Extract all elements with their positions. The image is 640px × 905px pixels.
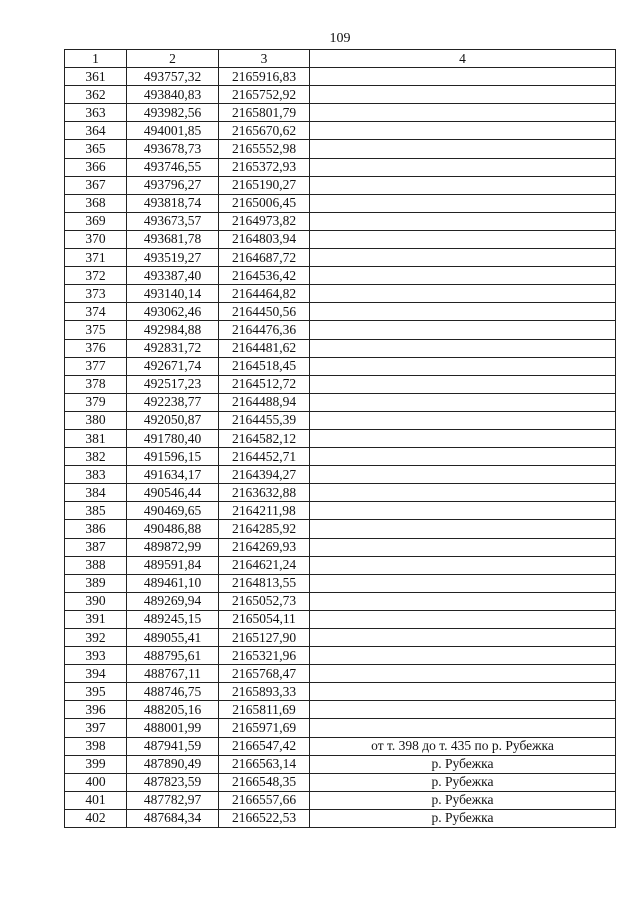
header-row: [65, 50, 616, 68]
x-coordinate-cell: 491780,40: [127, 429, 219, 447]
description-cell: [310, 321, 616, 339]
point-number-cell: 402: [65, 809, 127, 827]
table-row: [65, 176, 616, 194]
table-body: [65, 68, 616, 828]
table-row: [65, 629, 616, 647]
table-row: [65, 321, 616, 339]
table-row: [65, 86, 616, 104]
point-number-cell: 396: [65, 701, 127, 719]
x-coordinate-cell: 493818,74: [127, 194, 219, 212]
header-col-2: 2: [127, 50, 219, 68]
x-coordinate-cell: 491596,15: [127, 448, 219, 466]
description-cell: [310, 230, 616, 248]
y-coordinate-cell: 2164488,94: [219, 393, 310, 411]
point-number-cell: 399: [65, 755, 127, 773]
description-cell: [310, 502, 616, 520]
table-row: [65, 719, 616, 737]
point-number-cell: 391: [65, 610, 127, 628]
point-number-cell: 369: [65, 212, 127, 230]
table-row: [65, 647, 616, 665]
point-number-cell: 373: [65, 285, 127, 303]
point-number-cell: 390: [65, 592, 127, 610]
x-coordinate-cell: 490486,88: [127, 520, 219, 538]
point-number-cell: 401: [65, 791, 127, 809]
x-coordinate-cell: 488746,75: [127, 683, 219, 701]
y-coordinate-cell: 2164464,82: [219, 285, 310, 303]
x-coordinate-cell: 492238,77: [127, 393, 219, 411]
x-coordinate-cell: 492831,72: [127, 339, 219, 357]
x-coordinate-cell: 489872,99: [127, 538, 219, 556]
y-coordinate-cell: 2165054,11: [219, 610, 310, 628]
x-coordinate-cell: 489245,15: [127, 610, 219, 628]
point-number-cell: 362: [65, 86, 127, 104]
description-cell: [310, 520, 616, 538]
point-number-cell: 381: [65, 429, 127, 447]
description-cell: р. Рубежка: [310, 773, 616, 791]
x-coordinate-cell: 488205,16: [127, 701, 219, 719]
x-coordinate-cell: 493681,78: [127, 230, 219, 248]
table-row: [65, 809, 616, 827]
table-row: [65, 411, 616, 429]
point-number-cell: 361: [65, 68, 127, 86]
y-coordinate-cell: 2164450,56: [219, 303, 310, 321]
y-coordinate-cell: 2165006,45: [219, 194, 310, 212]
x-coordinate-cell: 492517,23: [127, 375, 219, 393]
description-cell: [310, 122, 616, 140]
point-number-cell: 382: [65, 448, 127, 466]
point-number-cell: 370: [65, 230, 127, 248]
y-coordinate-cell: 2166547,42: [219, 737, 310, 755]
description-cell: [310, 610, 616, 628]
header-col-1: 1: [65, 50, 127, 68]
point-number-cell: 375: [65, 321, 127, 339]
description-cell: [310, 538, 616, 556]
description-cell: [310, 375, 616, 393]
point-number-cell: 394: [65, 665, 127, 683]
x-coordinate-cell: 493796,27: [127, 176, 219, 194]
y-coordinate-cell: 2164394,27: [219, 466, 310, 484]
point-number-cell: 386: [65, 520, 127, 538]
y-coordinate-cell: 2165670,62: [219, 122, 310, 140]
table-row: [65, 140, 616, 158]
description-cell: [310, 303, 616, 321]
x-coordinate-cell: 493746,55: [127, 158, 219, 176]
y-coordinate-cell: 2164518,45: [219, 357, 310, 375]
table-row: [65, 737, 616, 755]
point-number-cell: 385: [65, 502, 127, 520]
table-row: [65, 357, 616, 375]
x-coordinate-cell: 493840,83: [127, 86, 219, 104]
table-row: [65, 502, 616, 520]
description-cell: [310, 556, 616, 574]
y-coordinate-cell: 2164536,42: [219, 267, 310, 285]
y-coordinate-cell: 2165752,92: [219, 86, 310, 104]
description-cell: [310, 629, 616, 647]
x-coordinate-cell: 494001,85: [127, 122, 219, 140]
y-coordinate-cell: 2164476,36: [219, 321, 310, 339]
y-coordinate-cell: 2166563,14: [219, 755, 310, 773]
table-row: [65, 68, 616, 86]
y-coordinate-cell: 2163632,88: [219, 484, 310, 502]
y-coordinate-cell: 2165552,98: [219, 140, 310, 158]
x-coordinate-cell: 493982,56: [127, 104, 219, 122]
description-cell: [310, 592, 616, 610]
table-row: [65, 773, 616, 791]
point-number-cell: 388: [65, 556, 127, 574]
y-coordinate-cell: 2164455,39: [219, 411, 310, 429]
description-cell: р. Рубежка: [310, 809, 616, 827]
description-cell: [310, 140, 616, 158]
description-cell: [310, 665, 616, 683]
description-cell: [310, 339, 616, 357]
table-row: [65, 339, 616, 357]
x-coordinate-cell: 489055,41: [127, 629, 219, 647]
x-coordinate-cell: 490469,65: [127, 502, 219, 520]
table-row: [65, 755, 616, 773]
description-cell: [310, 701, 616, 719]
point-number-cell: 376: [65, 339, 127, 357]
x-coordinate-cell: 487782,97: [127, 791, 219, 809]
y-coordinate-cell: 2164803,94: [219, 230, 310, 248]
x-coordinate-cell: 493062,46: [127, 303, 219, 321]
table-row: [65, 520, 616, 538]
y-coordinate-cell: 2164452,71: [219, 448, 310, 466]
table-row: [65, 104, 616, 122]
y-coordinate-cell: 2165321,96: [219, 647, 310, 665]
y-coordinate-cell: 2164211,98: [219, 502, 310, 520]
point-number-cell: 380: [65, 411, 127, 429]
table-row: [65, 267, 616, 285]
x-coordinate-cell: 489591,84: [127, 556, 219, 574]
description-cell: [310, 411, 616, 429]
y-coordinate-cell: 2164813,55: [219, 574, 310, 592]
table-row: [65, 285, 616, 303]
point-number-cell: 397: [65, 719, 127, 737]
x-coordinate-cell: 493140,14: [127, 285, 219, 303]
x-coordinate-cell: 493387,40: [127, 267, 219, 285]
description-cell: [310, 158, 616, 176]
x-coordinate-cell: 489269,94: [127, 592, 219, 610]
y-coordinate-cell: 2164973,82: [219, 212, 310, 230]
point-number-cell: 363: [65, 104, 127, 122]
y-coordinate-cell: 2164285,92: [219, 520, 310, 538]
x-coordinate-cell: 487823,59: [127, 773, 219, 791]
x-coordinate-cell: 492050,87: [127, 411, 219, 429]
table-row: [65, 375, 616, 393]
y-coordinate-cell: 2166522,53: [219, 809, 310, 827]
x-coordinate-cell: 487890,49: [127, 755, 219, 773]
y-coordinate-cell: 2165052,73: [219, 592, 310, 610]
y-coordinate-cell: 2165811,69: [219, 701, 310, 719]
table-header: [65, 50, 616, 68]
table-row: [65, 791, 616, 809]
y-coordinate-cell: 2164481,62: [219, 339, 310, 357]
page-number: 109: [329, 31, 351, 46]
table-row: [65, 158, 616, 176]
y-coordinate-cell: 2165372,93: [219, 158, 310, 176]
point-number-cell: 372: [65, 267, 127, 285]
x-coordinate-cell: 493519,27: [127, 249, 219, 267]
table-row: [65, 610, 616, 628]
y-coordinate-cell: 2164582,12: [219, 429, 310, 447]
description-cell: [310, 212, 616, 230]
description-cell: [310, 357, 616, 375]
x-coordinate-cell: 492671,74: [127, 357, 219, 375]
table-row: [65, 249, 616, 267]
point-number-cell: 379: [65, 393, 127, 411]
y-coordinate-cell: 2166548,35: [219, 773, 310, 791]
table-row: [65, 484, 616, 502]
x-coordinate-cell: 488767,11: [127, 665, 219, 683]
table-row: [65, 303, 616, 321]
point-number-cell: 377: [65, 357, 127, 375]
y-coordinate-cell: 2165916,83: [219, 68, 310, 86]
description-cell: от т. 398 до т. 435 по р. Рубежка: [310, 737, 616, 755]
table-row: [65, 701, 616, 719]
description-cell: [310, 249, 616, 267]
description-cell: [310, 68, 616, 86]
point-number-cell: 392: [65, 629, 127, 647]
point-number-cell: 400: [65, 773, 127, 791]
table-row: [65, 230, 616, 248]
point-number-cell: 395: [65, 683, 127, 701]
x-coordinate-cell: 493757,32: [127, 68, 219, 86]
y-coordinate-cell: 2165768,47: [219, 665, 310, 683]
description-cell: [310, 647, 616, 665]
table-row: [65, 683, 616, 701]
x-coordinate-cell: 492984,88: [127, 321, 219, 339]
description-cell: [310, 104, 616, 122]
x-coordinate-cell: 488001,99: [127, 719, 219, 737]
point-number-cell: 387: [65, 538, 127, 556]
table-row: [65, 665, 616, 683]
point-number-cell: 389: [65, 574, 127, 592]
point-number-cell: 393: [65, 647, 127, 665]
y-coordinate-cell: 2164621,24: [219, 556, 310, 574]
point-number-cell: 367: [65, 176, 127, 194]
description-cell: [310, 484, 616, 502]
point-number-cell: 378: [65, 375, 127, 393]
description-cell: р. Рубежка: [310, 791, 616, 809]
x-coordinate-cell: 487941,59: [127, 737, 219, 755]
description-cell: [310, 393, 616, 411]
y-coordinate-cell: 2165127,90: [219, 629, 310, 647]
x-coordinate-cell: 488795,61: [127, 647, 219, 665]
coordinates-table: [64, 49, 616, 828]
description-cell: [310, 683, 616, 701]
description-cell: [310, 574, 616, 592]
table-row: [65, 466, 616, 484]
y-coordinate-cell: 2165971,69: [219, 719, 310, 737]
point-number-cell: 384: [65, 484, 127, 502]
table-row: [65, 592, 616, 610]
header-col-4: 4: [310, 50, 616, 68]
table-row: [65, 194, 616, 212]
y-coordinate-cell: 2164687,72: [219, 249, 310, 267]
y-coordinate-cell: 2165190,27: [219, 176, 310, 194]
header-col-3: 3: [219, 50, 310, 68]
description-cell: [310, 719, 616, 737]
description-cell: [310, 429, 616, 447]
y-coordinate-cell: 2165801,79: [219, 104, 310, 122]
table-row: [65, 574, 616, 592]
point-number-cell: 371: [65, 249, 127, 267]
x-coordinate-cell: 493673,57: [127, 212, 219, 230]
description-cell: [310, 194, 616, 212]
table-row: [65, 212, 616, 230]
table-row: [65, 538, 616, 556]
point-number-cell: 368: [65, 194, 127, 212]
description-cell: [310, 466, 616, 484]
point-number-cell: 366: [65, 158, 127, 176]
x-coordinate-cell: 493678,73: [127, 140, 219, 158]
description-cell: р. Рубежка: [310, 755, 616, 773]
y-coordinate-cell: 2165893,33: [219, 683, 310, 701]
y-coordinate-cell: 2164269,93: [219, 538, 310, 556]
description-cell: [310, 285, 616, 303]
description-cell: [310, 86, 616, 104]
table-row: [65, 556, 616, 574]
table-row: [65, 122, 616, 140]
description-cell: [310, 176, 616, 194]
x-coordinate-cell: 489461,10: [127, 574, 219, 592]
table-row: [65, 393, 616, 411]
point-number-cell: 374: [65, 303, 127, 321]
point-number-cell: 365: [65, 140, 127, 158]
description-cell: [310, 267, 616, 285]
description-cell: [310, 448, 616, 466]
table-row: [65, 448, 616, 466]
x-coordinate-cell: 487684,34: [127, 809, 219, 827]
point-number-cell: 383: [65, 466, 127, 484]
point-number-cell: 364: [65, 122, 127, 140]
y-coordinate-cell: 2164512,72: [219, 375, 310, 393]
point-number-cell: 398: [65, 737, 127, 755]
x-coordinate-cell: 490546,44: [127, 484, 219, 502]
table-row: [65, 429, 616, 447]
y-coordinate-cell: 2166557,66: [219, 791, 310, 809]
x-coordinate-cell: 491634,17: [127, 466, 219, 484]
